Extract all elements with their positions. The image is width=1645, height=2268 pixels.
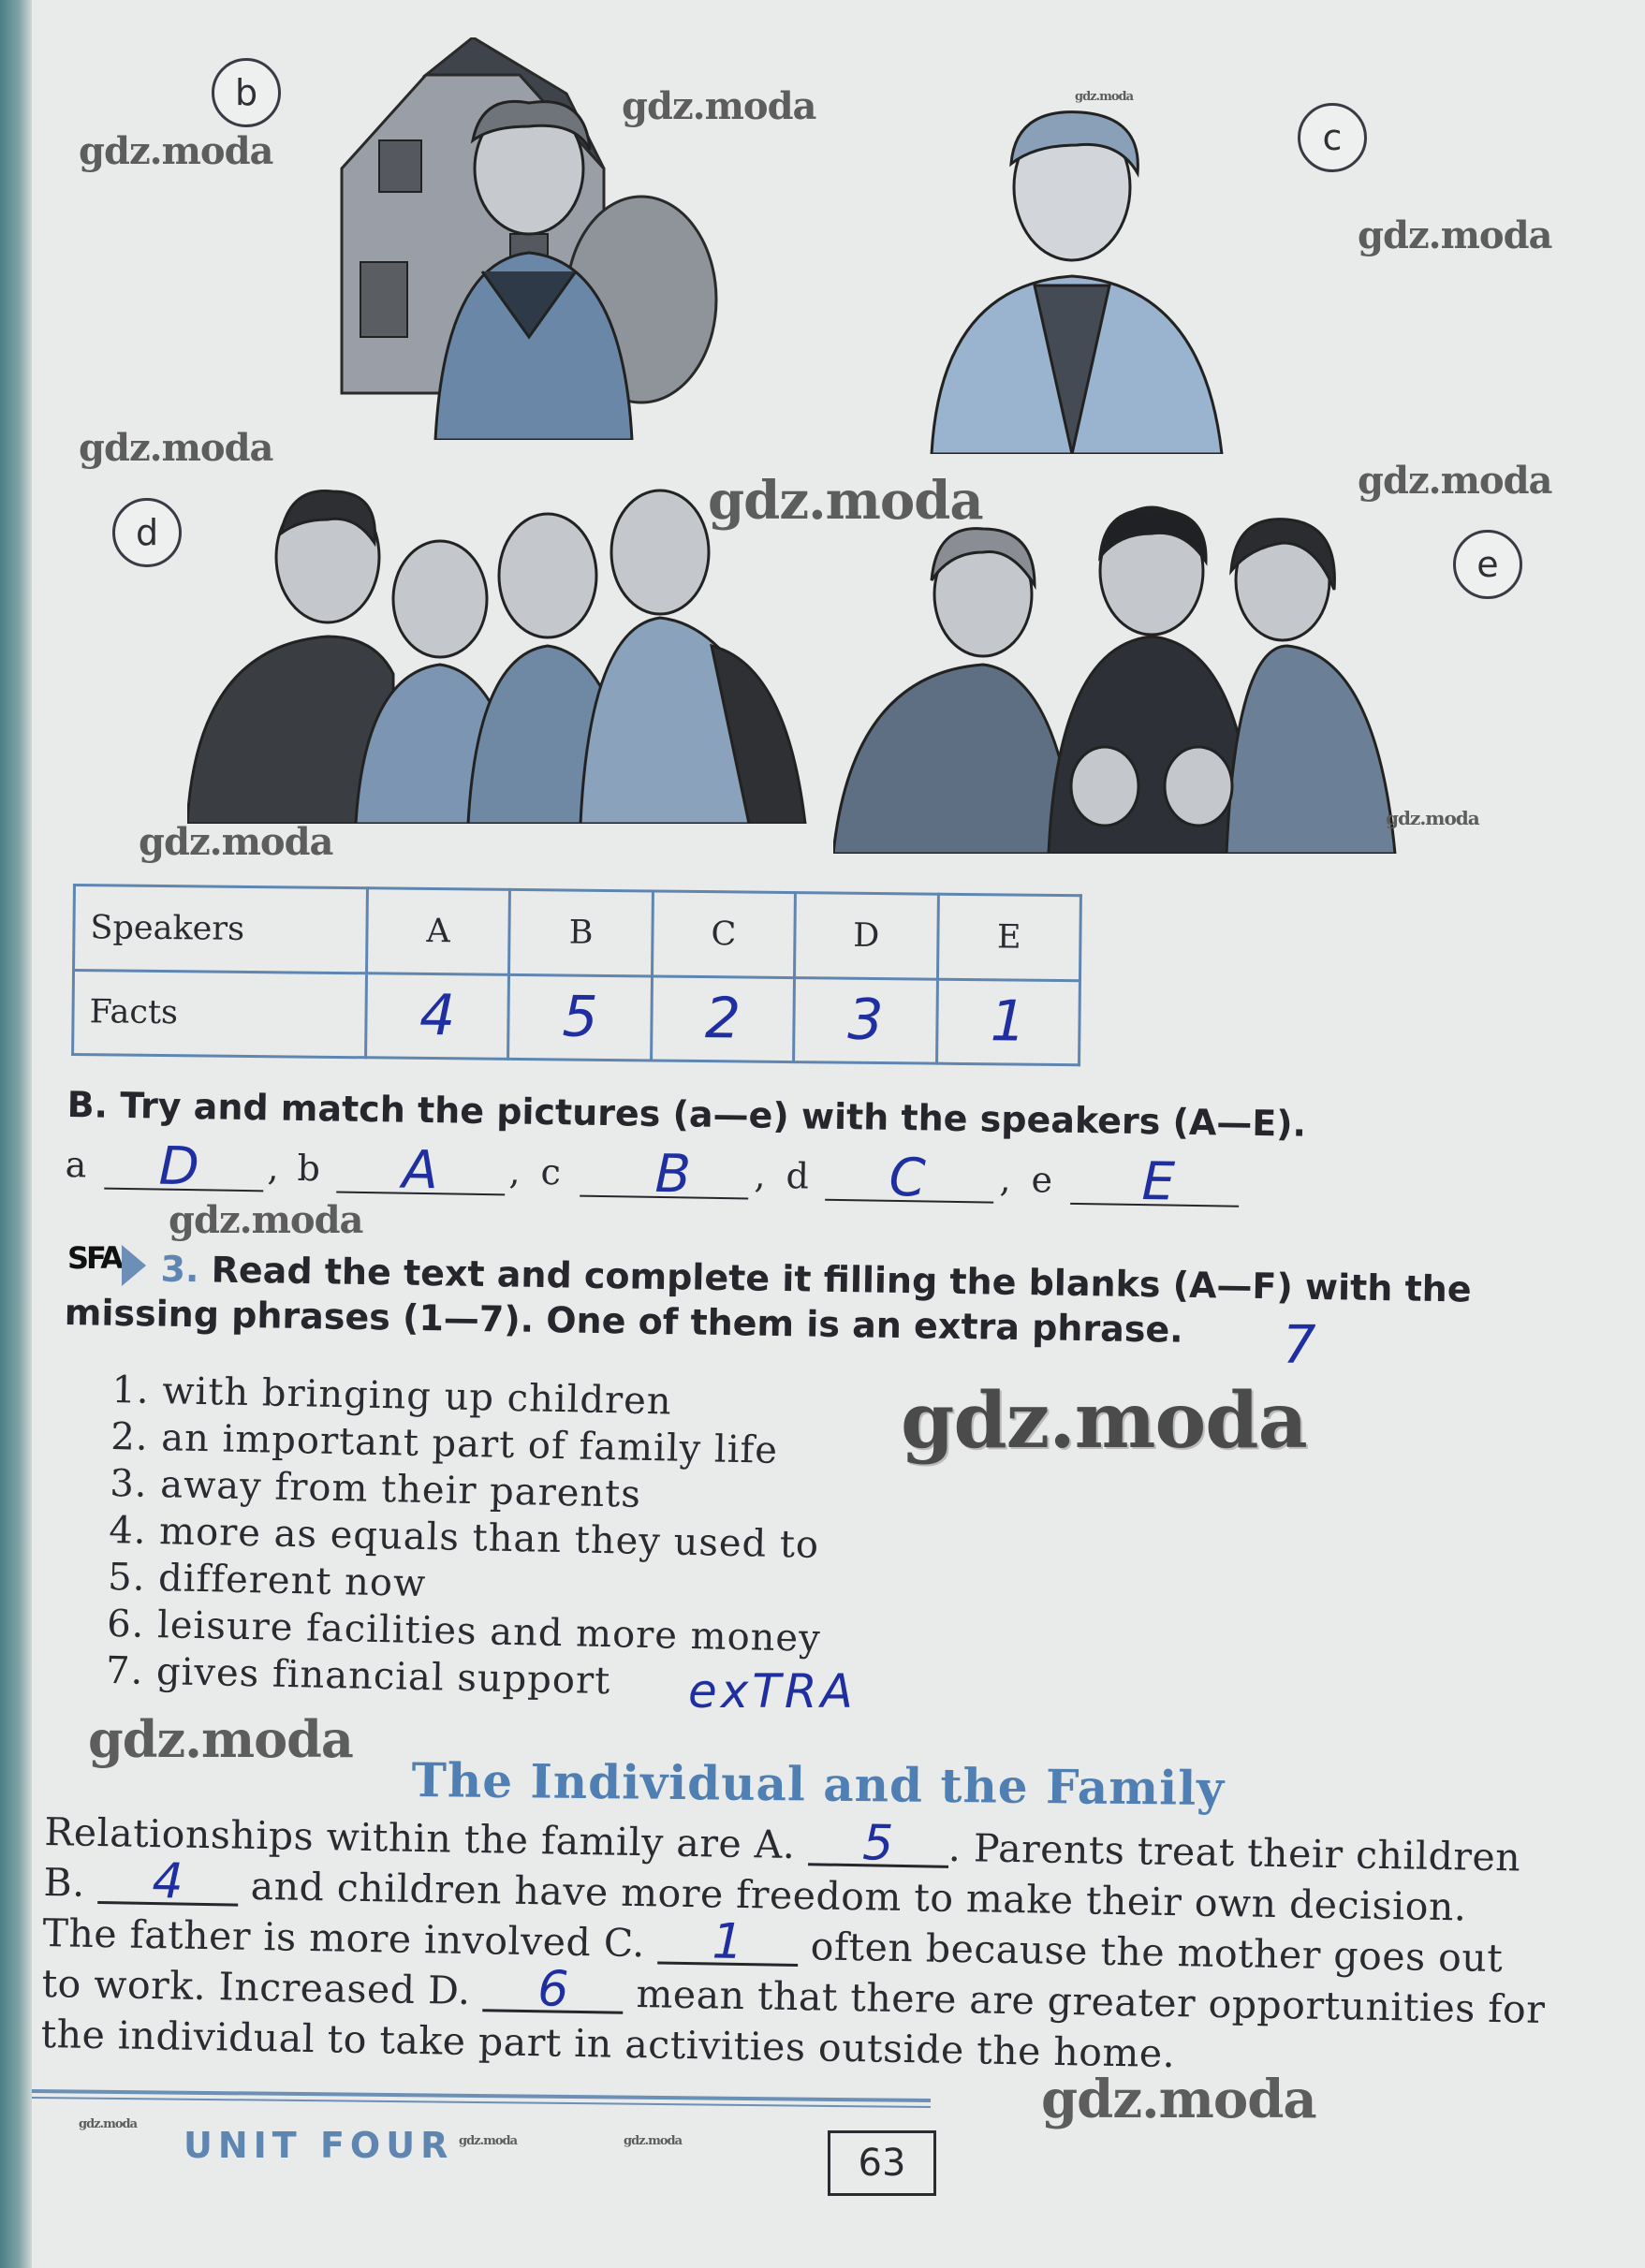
handwritten-answer: A [402,1139,439,1202]
watermark: gdz.moda [79,129,273,173]
sfa-badge: SFA [67,1240,121,1276]
text-segment: mean that there are greater opportunities for the individual to take part in activities outside the home. [40,1970,1546,2077]
table-header-cell: B [509,889,653,975]
task-b-instruction: B. Try and match the pictures (a—e) with the speakers (A—E). [66,1084,1307,1145]
picture-label-e: e [1453,530,1522,599]
fill-blank-d: 6 [483,1968,624,2014]
list-item: 3. away from their parents [109,1461,642,1516]
text-segment: often because the mother goes out to work. Increased D. [41,1924,1504,2014]
watermark: gdz.moda [79,2117,138,2131]
task-3-line-1: Read the text and complete it filling the blanks (A—F) with the [211,1249,1472,1310]
list-item: 5. different now [107,1555,427,1606]
picture-label-b: b [212,58,281,127]
handwritten-answer: E [1140,1151,1176,1213]
matching-answers-line: a D , b A , c B , d C , e E [65,1144,1283,1228]
illustration-e-family [833,505,1414,854]
handwritten-answer: B [654,1143,692,1206]
watermark: gdz.moda [901,1376,1307,1466]
table-header-cell: Speakers [74,885,368,973]
handwritten-answer: C [889,1147,927,1209]
list-item: 4. more as equals than they used to [108,1508,820,1567]
list-item: 7. gives financial support [105,1648,611,1704]
handwritten-answer: D [158,1135,200,1198]
watermark: gdz.moda [1041,2069,1316,2130]
illustration-c-young-man [922,98,1241,454]
watermark: gdz.moda [1075,90,1134,104]
handwritten-mark: 7 [1283,1315,1316,1376]
table-row [73,970,1080,1065]
table-row-label: Facts [73,970,367,1058]
table-header-cell: A [367,888,510,974]
text-segment: and children have more freedom to make their own decision. The father is more involved C. [42,1863,1467,1967]
table-row [74,885,1081,981]
table-header-cell: E [937,894,1080,980]
fill-blank-b: 4 [97,1860,239,1907]
watermark: gdz.moda [1358,213,1552,257]
task-number: 3. [160,1248,199,1291]
task-3-line-2: missing phrases (1—7). One of them is an extra phrase. [64,1291,1183,1351]
watermark: gdz.moda [459,2134,518,2148]
speakers-facts-table [71,884,1082,1066]
page-number: 63 [828,2130,936,2196]
watermark: gdz.moda [1386,807,1479,829]
list-item: 1. with bringing up children [110,1368,673,1424]
picture-label-d: d [112,498,182,567]
text-segment: . Parents treat their children B. [43,1824,1521,1906]
handwritten-extra-note: exTRA [688,1664,857,1719]
footer-rule [32,2089,931,2102]
watermark: gdz.moda [708,470,983,532]
watermark: gdz.moda [624,2134,683,2148]
match-letter: a [65,1144,87,1186]
handwritten-answer: 3 [794,977,937,1063]
handwritten-answer: 2 [651,975,794,1061]
list-item: 2. an important part of family life [110,1414,779,1472]
table-header-cell: D [795,893,938,979]
watermark: gdz.moda [88,1709,353,1769]
watermark: gdz.moda [169,1198,363,1242]
phrase-list [106,1367,955,1712]
watermark: gdz.moda [79,426,273,470]
list-item: 6. leisure facilities and more money [106,1602,822,1661]
match-letter: c [540,1150,562,1193]
page-edge-shadow [0,0,32,2268]
unit-label: UNIT FOUR [184,2125,454,2166]
handwritten-answer: 1 [936,979,1080,1065]
match-letter: b [297,1147,321,1190]
watermark: gdz.moda [622,84,816,128]
handwritten-answer: 5 [508,974,652,1061]
picture-label-c: c [1298,103,1367,172]
reading-title: The Individual and the Family [411,1752,1226,1817]
reading-paragraph [40,1807,1551,2085]
watermark: gdz.moda [139,820,333,864]
table-header-cell: C [652,891,795,977]
match-letter: d [786,1155,810,1197]
fill-blank-a: 5 [808,1822,949,1868]
watermark: gdz.moda [1358,459,1552,503]
text-segment: Relationships within the family are A. [44,1808,809,1868]
match-letter: e [1031,1159,1053,1201]
fill-blank-c: 1 [657,1920,799,1967]
handwritten-answer: 4 [366,973,509,1059]
